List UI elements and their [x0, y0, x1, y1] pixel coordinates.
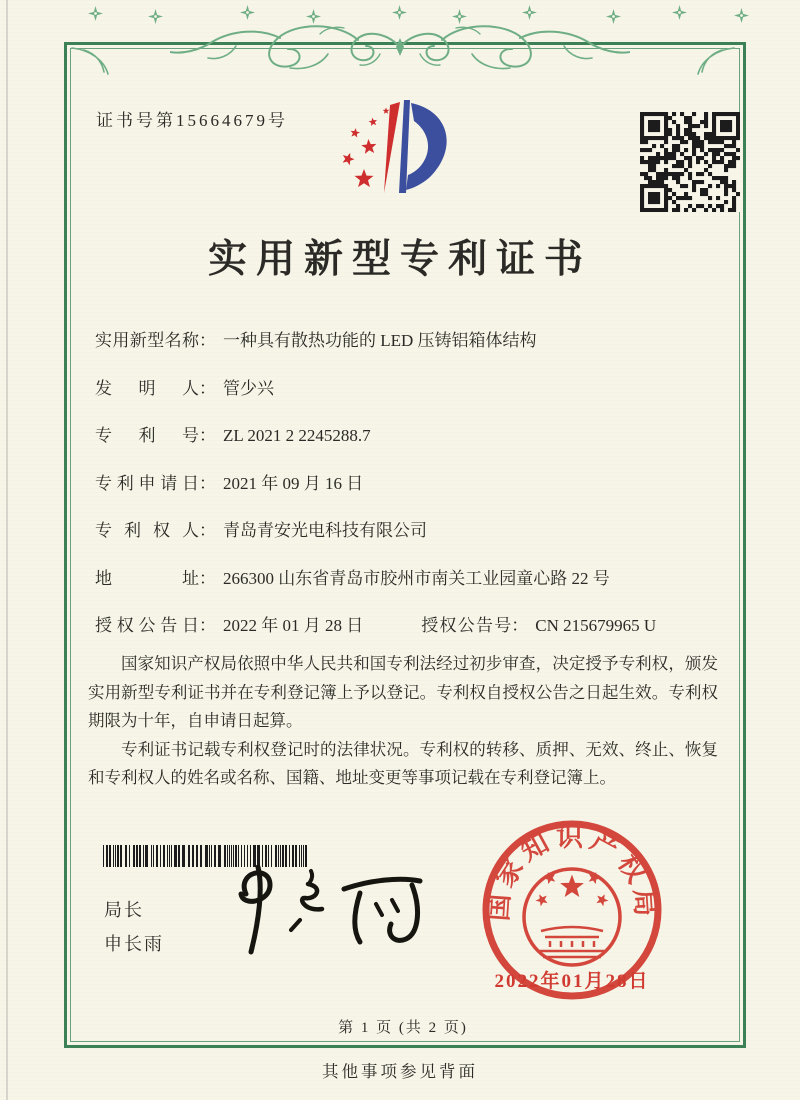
seal-ring-text: 国家知识产权局	[483, 822, 661, 923]
floret-icon	[734, 8, 749, 23]
field-row-address	[95, 564, 720, 589]
corner-curl-icon	[70, 46, 140, 80]
corner-curl-icon	[666, 46, 736, 80]
field-value: CN 215679965 U	[535, 616, 657, 635]
legal-paragraph-1: 国家知识产权局依照中华人民共和国专利法经过初步审查，决定授予专利权，颁发实用新型专利证书并在专利登记簿上予以登记。专利权自授权公告之日起生效。专利权期限为十年，自申请日起算。	[88, 654, 718, 731]
field-label: 专利申请日	[95, 473, 199, 493]
field-colon: ：	[199, 331, 216, 350]
field-label: 发明人	[95, 378, 199, 398]
field-value: 青岛青安光电科技有限公司	[223, 521, 427, 540]
field-value: ZL 2021 2 2245288.7	[223, 426, 371, 445]
field-row-utility-name	[95, 326, 720, 351]
field-row-filing-date	[95, 469, 720, 494]
field-colon: ：	[199, 521, 216, 540]
director-name: 申长雨	[104, 934, 164, 955]
svg-text:国家知识产权局	[483, 822, 661, 922]
floret-icon	[88, 6, 103, 21]
field-label: 授权公告号	[421, 616, 512, 635]
field-row-inventor	[95, 374, 720, 399]
field-colon: ：	[199, 568, 216, 588]
certificate-title: 实用新型专利证书	[207, 238, 592, 281]
field-value: 266300 山东省青岛市胶州市南关工业园童心路 22 号	[223, 568, 610, 588]
field-label: 专利权人	[95, 521, 199, 540]
national-emblem-icon	[524, 869, 620, 965]
field-label: 地址	[95, 568, 199, 588]
certificate-number: 证书号第15664679号	[96, 111, 288, 130]
page-number: 第 1 页 (共 2 页)	[338, 1020, 468, 1036]
cnipa-logo-icon	[332, 90, 468, 222]
seal-date: 2022年01月28日	[494, 971, 650, 992]
field-row-patent-number	[95, 421, 720, 446]
field-colon: ：	[199, 426, 216, 445]
floret-icon	[148, 9, 163, 24]
director-signature	[212, 858, 444, 960]
field-label: 实用新型名称	[95, 331, 199, 350]
field-colon: ：	[199, 473, 216, 493]
legal-text	[88, 650, 718, 793]
field-value: 管少兴	[223, 378, 274, 398]
field-value: 2021 年 09 月 16 日	[223, 473, 364, 493]
field-row-grant	[95, 611, 720, 636]
field-value: 2022 年 01 月 28 日	[223, 616, 364, 635]
field-colon: ：	[199, 616, 216, 635]
field-colon: ：	[199, 378, 216, 398]
director-block	[104, 893, 164, 961]
qr-code	[640, 112, 740, 212]
field-row-patentee	[95, 516, 720, 541]
back-side-note: 其他事项参见背面	[322, 1062, 478, 1081]
field-colon: ：	[511, 616, 529, 635]
scan-edge-artifact	[6, 0, 8, 1100]
dragon-ornament-icon	[170, 16, 630, 72]
certificate-fields	[95, 326, 720, 659]
field-value: 一种具有散热功能的 LED 压铸铝箱体结构	[223, 331, 537, 350]
field-pair-grant-number	[421, 611, 656, 636]
field-label: 授权公告日	[95, 616, 199, 635]
floret-icon	[672, 5, 687, 20]
field-label: 专利号	[95, 426, 199, 445]
director-title: 局长	[104, 900, 144, 920]
legal-paragraph-2: 专利证书记载专利权登记时的法律状况。专利权的转移、质押、无效、终止、恢复和专利权人的姓名或名称、国籍、地址变更等事项记载在专利登记簿上。	[88, 739, 718, 788]
